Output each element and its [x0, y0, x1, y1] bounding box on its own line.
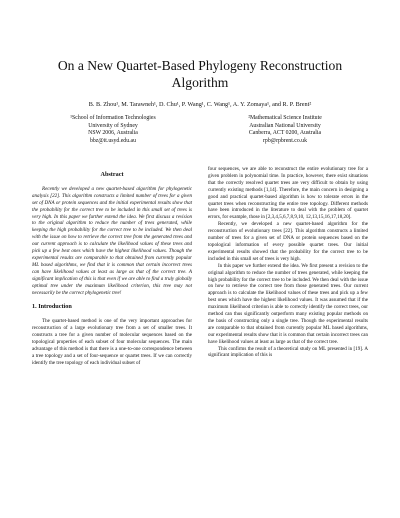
- affiliation-1-email: bbz@it.usyd.edu.au: [89, 137, 137, 144]
- title-line-1: On a New Quartet-Based Phylogeny Reconstruction: [57, 58, 343, 73]
- abstract-heading: Abstract: [100, 171, 124, 178]
- right-column: [208, 166, 368, 359]
- affiliation-2-line-3: Canberra, ACT 0200, Australia: [248, 130, 322, 137]
- affiliation-1-line-2: University of Sydney: [88, 122, 138, 129]
- affiliation-2-line-1: ²Mathematical Science Institute: [248, 115, 322, 121]
- right-column-paragraph-4: This confirms the result of a theoretical study on ML presented in [19]. A significant implication of this is: [208, 345, 368, 359]
- introduction-text: The quartet-based method is one of the very important approaches for reconstruction of a large evolutionary tree from a set of smaller trees. It constructs a tree for a given number of molecular sequences based on the topological properties of each subset of four molecular sequences. The main advantage of this method is that there is a one-to-one correspondence between a tree topology and a set of four-sequence or quartet trees. If we can correctly identify the tree topology of each individual subset of: [32, 318, 192, 366]
- affiliation-2-line-2: Australian National University: [249, 122, 321, 129]
- affiliation-2-email: rpb@rpbrent.co.uk: [263, 137, 307, 144]
- right-column-paragraph-3: In this paper we further extend the idea. We first present a revision to the original algorithm to reduce the number of trees generated, while keeping the high probability for the correct tree to be included. We then deal with the issue on how to retrieve the correct tree from those generated trees. Our current approach is to calculate the likelihood values of these trees and pick up a few best ones which have the highest likelihood values. It was assumed that if the maximum likelihood criterion is able to correctly identify the correct trees, our method can thus significantly outperform many existing popular methods on the basis of constructing only a single tree. Though the experimental results are comparable to that obtained from currently popular ML based algorithms, our experimental results show that it is common that certain incorrect trees can have likelihood values at least as large as that of the correct tree.: [208, 262, 368, 345]
- left-column: [32, 172, 192, 367]
- title-line-2: Algorithm: [171, 75, 229, 90]
- affiliation-1: [38, 115, 188, 145]
- introduction-heading: 1. Introduction: [32, 303, 72, 311]
- abstract-text: Recently we developed a new quartet-based algorithm for phylogenetic analysis [22]. This algorithm constructs a limited number of trees for a given set of DNA or protein sequences and the initial experimental results show that the probability for the correct tree to be included in this small set of trees is very high. In this paper we further extend the idea. We first discuss a revision to the original algorithm to reduce the number of trees generated, while keeping the high probability for the correct tree to be included. We then deal with the issue on how to retrieve the correct tree from the generated trees and our current approach is to calculate the likelihood values of these trees and pick up a few best ones which have the highest likelihood values. Though the experimental results are comparable to that obtained from currently popular ML based algorithms, we find that it is common that certain incorrect trees can have likelihood values at least as large as that of the correct tree. A significant implication of this is that even if we are able to find a truly globally optimal tree under the maximum likelihood criterion, this tree may not necessarily be the correct phylogenetic tree!: [32, 185, 192, 296]
- right-column-paragraph-2: Recently, we developed a new quartet-based algorithm for the reconstruction of evolutionary trees [22]. This algorithm constructs a limited number of trees for a given set of DNA or protein sequences based on the topological information of every possible quartet trees. Our initial experimental results showed that the probability for the correct tree to be included in this small set of trees is very high.: [208, 221, 368, 262]
- affiliation-1-line-1: ¹School of Information Technologies: [70, 115, 156, 121]
- right-column-paragraph-1: four sequences, we are able to reconstruct the entire evolutionary tree for a given problem in polynomial time. In practice, however, there exist situations that the correctly resolved quartet trees are very difficult to obtain by using currently existing methods [1,14]. Therefore, the main concern in designing a good and practical quartet-based algorithm is how to tolerate errors in the quartet trees when reconstructing the entire tree topology. Different methods have been introduced in the literature to deal with the problem of quartet errors, for example, those in [2,3,4,5,6,7,8,9,10, 12,13,15,16,17,18,20].: [208, 166, 368, 221]
- author-list: B. B. Zhou¹, M. Tarawneh¹, D. Chu¹, P. Wang¹, C. Wang¹, A. Y. Zomaya¹, and R. P. Brent²: [88, 101, 312, 108]
- affiliation-2: [210, 115, 360, 145]
- paper-title: [32, 57, 368, 91]
- affiliation-1-line-3: NSW 2006, Australia: [88, 130, 138, 137]
